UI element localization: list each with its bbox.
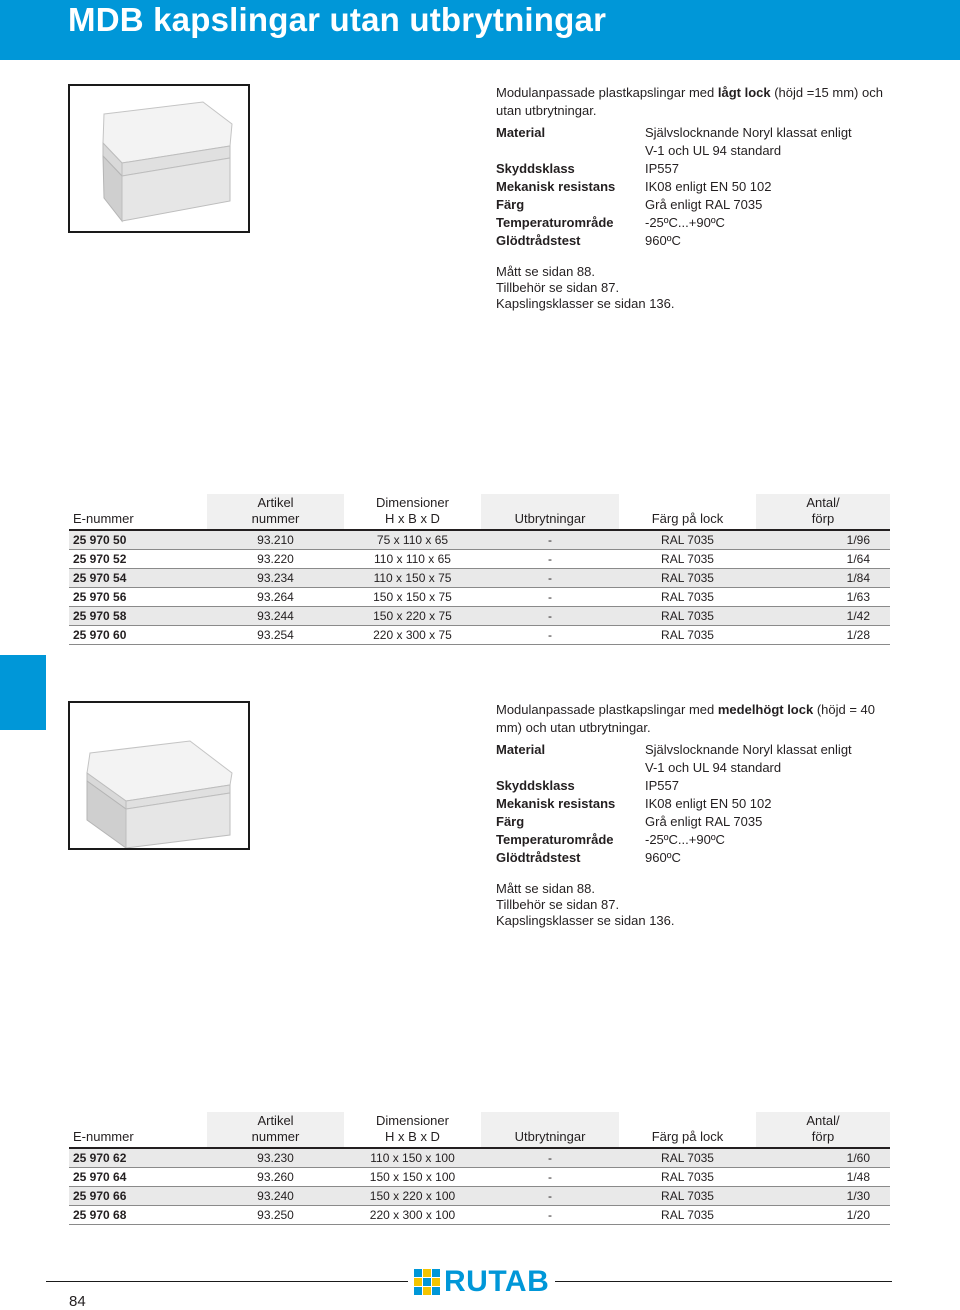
cell-farg: RAL 7035 (619, 1206, 756, 1225)
cell-artikel: 93.240 (207, 1187, 344, 1206)
cell-farg: RAL 7035 (619, 569, 756, 588)
table-header-row (69, 1112, 890, 1148)
logo-text: RUTAB (444, 1265, 550, 1298)
page-side-tab (0, 655, 46, 730)
cell-utbrytningar: - (481, 588, 619, 607)
col-antal: Antal/ förp (756, 494, 890, 530)
cell-antal: 1/20 (756, 1206, 890, 1225)
cell-farg: RAL 7035 (619, 530, 756, 550)
spec-row: Skyddsklass IP557 (496, 161, 679, 176)
cell-antal: 1/42 (756, 607, 890, 626)
cell-enummer: 25 970 52 (69, 550, 207, 569)
cell-farg: RAL 7035 (619, 607, 756, 626)
page-number: 84 (69, 1293, 86, 1310)
table-row (69, 607, 890, 626)
logo-mark-icon (414, 1269, 440, 1295)
cell-dimensioner: 110 x 110 x 65 (344, 550, 481, 569)
cell-antal: 1/64 (756, 550, 890, 569)
cell-utbrytningar: - (481, 1187, 619, 1206)
cell-artikel: 93.254 (207, 626, 344, 645)
cell-dimensioner: 75 x 110 x 65 (344, 530, 481, 550)
product-photo-medium-lid (68, 701, 250, 850)
col-farg: Färg på lock (651, 511, 724, 526)
product-table-low-lid (69, 494, 890, 645)
cell-utbrytningar: - (481, 1206, 619, 1225)
reference-notes: Mått se sidan 88. Tillbehör se sidan 87. Kapslingsklasser se sidan 136. (496, 881, 675, 928)
table-row (69, 1168, 890, 1187)
spec-row: Material Självslocknande Noryl klassat enligt V-1 och UL 94 standard (496, 125, 852, 158)
enclosure-image (70, 86, 248, 231)
cell-antal: 1/96 (756, 530, 890, 550)
cell-artikel: 93.250 (207, 1206, 344, 1225)
intro-text: Modulanpassade plastkapslingar med medelhögt lock (höjd = 40 mm) och utan utbrytningar. (496, 702, 876, 735)
cell-utbrytningar: - (481, 1168, 619, 1187)
spec-row: Temperaturområde -25ºC...+90ºC (496, 832, 725, 847)
cell-dimensioner: 150 x 150 x 100 (344, 1168, 481, 1187)
col-artikel: Artikel nummer (207, 1112, 344, 1148)
col-antal: Antal/ förp (756, 1112, 890, 1148)
cell-antal: 1/30 (756, 1187, 890, 1206)
cell-utbrytningar: - (481, 550, 619, 569)
spec-block-low-lid (496, 84, 896, 312)
spec-row: Glödtrådstest 960ºC (496, 850, 681, 865)
col-dimensioner: Dimensioner H x B x D (376, 495, 449, 526)
cell-antal: 1/60 (756, 1148, 890, 1168)
cell-enummer: 25 970 60 (69, 626, 207, 645)
product-photo-low-lid (68, 84, 250, 233)
spec-row: Material Självslocknande Noryl klassat enligt V-1 och UL 94 standard (496, 742, 852, 775)
spec-row: Mekanisk resistans IK08 enligt EN 50 102 (496, 796, 772, 811)
cell-farg: RAL 7035 (619, 1187, 756, 1206)
table-row (69, 550, 890, 569)
cell-enummer: 25 970 56 (69, 588, 207, 607)
cell-dimensioner: 110 x 150 x 75 (344, 569, 481, 588)
spec-row: Färg Grå enligt RAL 7035 (496, 814, 763, 829)
spec-row: Mekanisk resistans IK08 enligt EN 50 102 (496, 179, 772, 194)
cell-enummer: 25 970 50 (69, 530, 207, 550)
cell-antal: 1/84 (756, 569, 890, 588)
page-title: MDB kapslingar utan utbrytningar (68, 1, 607, 38)
col-utbrytningar: Utbrytningar (481, 1112, 619, 1148)
cell-dimensioner: 220 x 300 x 75 (344, 626, 481, 645)
col-utbrytningar: Utbrytningar (481, 494, 619, 530)
cell-enummer: 25 970 62 (69, 1148, 207, 1168)
cell-utbrytningar: - (481, 607, 619, 626)
cell-dimensioner: 150 x 220 x 100 (344, 1187, 481, 1206)
table-row (69, 569, 890, 588)
cell-antal: 1/28 (756, 626, 890, 645)
cell-artikel: 93.244 (207, 607, 344, 626)
cell-utbrytningar: - (481, 569, 619, 588)
reference-notes: Mått se sidan 88. Tillbehör se sidan 87. Kapslingsklasser se sidan 136. (496, 264, 675, 311)
spec-row: Färg Grå enligt RAL 7035 (496, 197, 763, 212)
cell-farg: RAL 7035 (619, 588, 756, 607)
table-row (69, 1148, 890, 1168)
cell-dimensioner: 150 x 150 x 75 (344, 588, 481, 607)
cell-utbrytningar: - (481, 1148, 619, 1168)
cell-artikel: 93.220 (207, 550, 344, 569)
cell-dimensioner: 110 x 150 x 100 (344, 1148, 481, 1168)
rutab-logo (408, 1266, 555, 1298)
cell-enummer: 25 970 58 (69, 607, 207, 626)
table-row (69, 1206, 890, 1225)
table-row (69, 588, 890, 607)
cell-farg: RAL 7035 (619, 626, 756, 645)
cell-utbrytningar: - (481, 626, 619, 645)
col-farg: Färg på lock (651, 1129, 724, 1144)
cell-artikel: 93.210 (207, 530, 344, 550)
cell-artikel: 93.234 (207, 569, 344, 588)
product-table-medium-lid (69, 1112, 890, 1225)
cell-artikel: 93.230 (207, 1148, 344, 1168)
cell-artikel: 93.264 (207, 588, 344, 607)
cell-antal: 1/63 (756, 588, 890, 607)
cell-enummer: 25 970 66 (69, 1187, 207, 1206)
cell-farg: RAL 7035 (619, 1168, 756, 1187)
intro-text: Modulanpassade plastkapslingar med lågt lock (höjd =15 mm) och utan utbrytningar. (496, 85, 883, 118)
cell-antal: 1/48 (756, 1168, 890, 1187)
enclosure-image (70, 703, 248, 848)
cell-farg: RAL 7035 (619, 550, 756, 569)
col-enummer: E-nummer (73, 1129, 134, 1144)
cell-artikel: 93.260 (207, 1168, 344, 1187)
cell-dimensioner: 220 x 300 x 100 (344, 1206, 481, 1225)
table-row (69, 1187, 890, 1206)
spec-row: Glödtrådstest 960ºC (496, 233, 681, 248)
cell-farg: RAL 7035 (619, 1148, 756, 1168)
col-enummer: E-nummer (73, 511, 134, 526)
page-header (0, 0, 960, 60)
cell-enummer: 25 970 64 (69, 1168, 207, 1187)
spec-row: Temperaturområde -25ºC...+90ºC (496, 215, 725, 230)
table-header-row (69, 494, 890, 530)
col-artikel: Artikel nummer (207, 494, 344, 530)
cell-dimensioner: 150 x 220 x 75 (344, 607, 481, 626)
col-dimensioner: Dimensioner H x B x D (376, 1113, 449, 1144)
table-row (69, 626, 890, 645)
cell-enummer: 25 970 68 (69, 1206, 207, 1225)
cell-enummer: 25 970 54 (69, 569, 207, 588)
table-row (69, 530, 890, 550)
spec-row: Skyddsklass IP557 (496, 778, 679, 793)
spec-block-medium-lid (496, 701, 896, 929)
cell-utbrytningar: - (481, 530, 619, 550)
